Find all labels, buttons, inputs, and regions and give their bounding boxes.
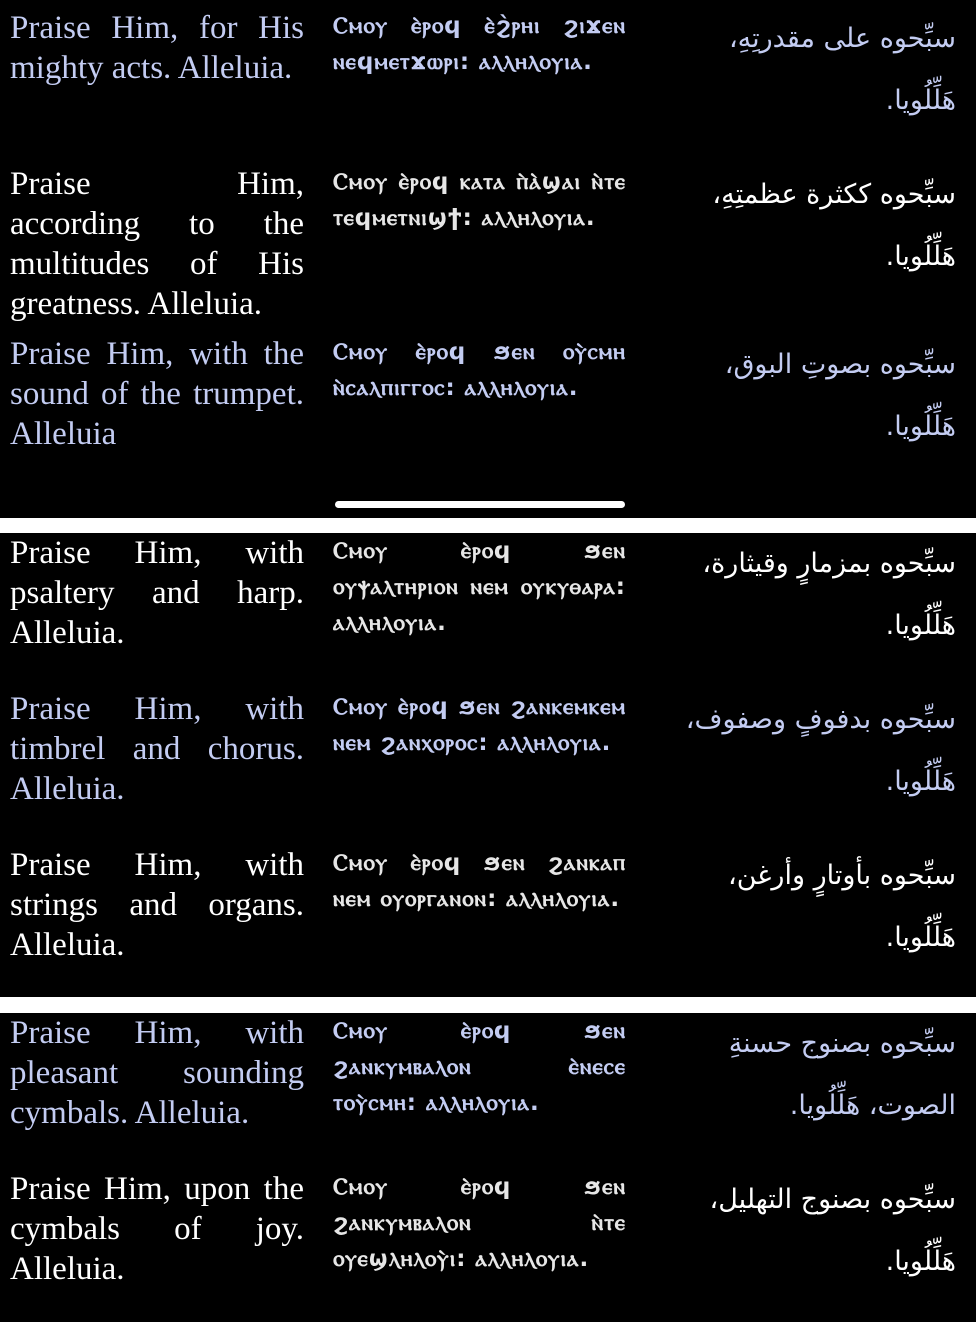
verse-arabic-line-2: هَلِّلُويا. xyxy=(885,1246,956,1277)
screenshot-panel-1 xyxy=(0,0,976,518)
screenshot-panel-3 xyxy=(0,1013,976,1322)
verse-arabic-line-2: هَلِّلُويا. xyxy=(885,241,956,272)
verse-arabic xyxy=(640,334,956,458)
screenshot-panel-2 xyxy=(0,533,976,997)
verse-english: Praise Him, with the sound of the trumpet. Alleluia xyxy=(10,336,304,452)
verse-arabic-line-2: هَلِّلُويا. xyxy=(885,85,956,116)
verse-english: Praise Him, with psaltery and harp. Alleluia. xyxy=(10,535,304,651)
verse-english: Praise Him, with pleasant sounding cymbals. Alleluia. xyxy=(10,1015,304,1131)
verse-coptic: Ⲥⲙⲟⲩ ⲉ̀ⲣⲟϥ ϧⲉⲛ ϩⲁⲛⲕⲩⲙⲃⲁⲗⲟⲛ ⲉ̀ⲛⲉⲥⲉ ⲧⲟⲩ̀ⲥⲙⲏ: ⲁⲗⲗⲏⲗⲟⲩⲓⲁ. xyxy=(333,1018,626,1116)
verse-arabic xyxy=(640,533,956,657)
verse-arabic-line-1: سبِّحوه بصنوج التهليل، xyxy=(709,1184,956,1215)
verse-coptic: Ⲥⲙⲟⲩ ⲉ̀ⲣⲟϥ ⲕⲁⲧⲁ ⲡ̀ⲁ̀ϣⲁⲓ ⲛ̀ⲧⲉ ⲧⲉϥⲙⲉⲧⲛⲓϣϯ: ⲁⲗⲗⲏⲗⲟⲩⲓⲁ. xyxy=(333,169,626,231)
verse-arabic xyxy=(640,689,956,813)
verse-arabic-line-1: سبِّحوه على مقدرتِهِ، xyxy=(728,23,956,54)
verse-arabic-line-1: سبِّحوه بصوتِ البوق، xyxy=(724,349,956,380)
verse-coptic: Ⲥⲙⲟⲩ ⲉ̀ⲣⲟϥ ϧⲉⲛ ϩⲁⲛⲕⲩⲙⲃⲁⲗⲟⲛ ⲛ̀ⲧⲉ ⲟⲩⲉϣⲗⲏⲗⲟⲩ̀ⲓ: ⲁⲗⲗⲏⲗⲟⲩⲓⲁ. xyxy=(333,1174,626,1272)
verse-coptic: Ⲥⲙⲟⲩ ⲉ̀ⲣⲟϥ ϧⲉⲛ ⲟⲩ̀ⲥⲙⲏ ⲛ̀ⲥⲁⲗⲡⲓⲅⲅⲟⲥ: ⲁⲗⲗⲏⲗⲟⲩⲓⲁ. xyxy=(333,339,626,401)
verse-coptic: Ⲥⲙⲟⲩ ⲉ̀ⲣⲟϥ ⲉ̀ϩ̀ⲣⲏⲓ ϩⲓϫⲉⲛ ⲛⲉϥⲙⲉⲧϫⲱⲣⲓ: ⲁⲗⲗⲏⲗⲟⲩⲓⲁ. xyxy=(333,13,626,75)
verse-english: Praise Him, with strings and organs. Alleluia. xyxy=(10,847,304,963)
verse-arabic-line-1: سبِّحوه ككثرة عظمتِهِ، xyxy=(712,179,956,210)
verse-arabic-line-1: سبِّحوه بأوتارٍ وأرغن، xyxy=(728,860,956,891)
verse-arabic-line-2: هَلِّلُويا. xyxy=(885,922,956,953)
verse-arabic-line-2: هَلِّلُويا. xyxy=(885,411,956,442)
verse-arabic xyxy=(640,1013,956,1137)
verse-coptic: Ⲥⲙⲟⲩ ⲉ̀ⲣⲟϥ ϧⲉⲛ ⲟⲩⲯⲁⲗⲧⲏⲣⲓⲟⲛ ⲛⲉⲙ ⲟⲩⲕⲩⲑⲁⲣⲁ: ⲁⲗⲗⲏⲗⲟⲩⲓⲁ. xyxy=(333,538,626,636)
verse-arabic-line-2: هَلِّلُويا. xyxy=(885,610,956,641)
verse-coptic: Ⲥⲙⲟⲩ ⲉ̀ⲣⲟϥ ϧⲉⲛ ϩⲁⲛⲕⲉⲙⲕⲉⲙ ⲛⲉⲙ ϩⲁⲛⲭⲟⲣⲟⲥ: ⲁⲗⲗⲏⲗⲟⲩⲓⲁ. xyxy=(333,694,626,756)
verse-arabic-line-1: سبِّحوه بدفوفٍ وصفوف، xyxy=(685,704,956,735)
verse-arabic xyxy=(640,164,956,288)
verse-english: Praise Him, according to the multitudes of His greatness. Alleluia. xyxy=(10,166,304,322)
verse-arabic xyxy=(640,8,956,132)
verse-english: Praise Him, with timbrel and chorus. Alleluia. xyxy=(10,691,304,807)
verse-english: Praise Him, for His mighty acts. Alleluia. xyxy=(10,10,304,86)
verse-english: Praise Him, upon the cymbals of joy. Alleluia. xyxy=(10,1171,304,1287)
verse-coptic: Ⲥⲙⲟⲩ ⲉ̀ⲣⲟϥ ϧⲉⲛ ϩⲁⲛⲕⲁⲡ ⲛⲉⲙ ⲟⲩⲟⲣⲅⲁⲛⲟⲛ: ⲁⲗⲗⲏⲗⲟⲩⲓⲁ. xyxy=(333,850,626,912)
verse-arabic xyxy=(640,845,956,969)
verse-arabic-line-2: الصوت، هَلِّلُويا. xyxy=(789,1090,956,1121)
verse-arabic-line-1: سبِّحوه بمزمارٍ وقيثارة، xyxy=(702,548,956,579)
verse-arabic-line-2: هَلِّلُويا. xyxy=(885,766,956,797)
verse-arabic xyxy=(640,1169,956,1293)
home-indicator[interactable] xyxy=(335,501,625,508)
verse-arabic-line-1: سبِّحوه بصنوج حسنةِ xyxy=(728,1028,956,1059)
